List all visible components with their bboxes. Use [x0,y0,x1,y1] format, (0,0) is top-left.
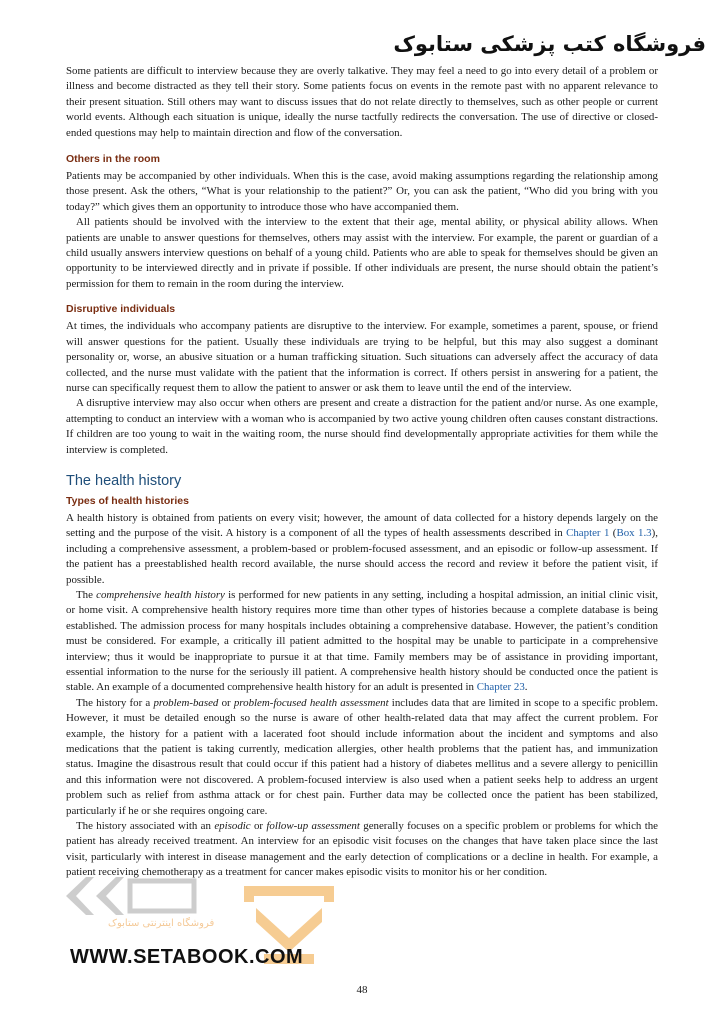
link-box-1-3[interactable]: Box 1.3 [616,527,652,540]
paragraph-comprehensive: The comprehensive health history is performed for new patients in any setting, including a hospital admission, an initial clinic visit, or home visit. A comprehensive health history requires more time than other types of histories because a complete database is being established. The admission process for many hospitals includes obtaining a comprehensive database. However, the patient’s condition must be considered. For example, a critically ill patient admitted to the hospital may be unable to participate in a comprehensive interview; thus it would be inappropriate to pursue it at that time. Family members may be of assistance in providing important, essential information to the nurse for the seriously ill patient. A comprehensive health history should be conducted once the patient is stable. An example of a documented comprehensive health history for an adult is presented in Chapter 23. [66,588,658,694]
heading-others-in-room: Others in the room [66,153,160,166]
paragraph-talkative: Some patients are difficult to interview because they are overly talkative. They may feel a need to go into every detail of a problem or illness and become distracted as they tell their story. Some patients focus on events in the remote past with no apparent relevance to their present situation. Still others may want to discuss issues that do not relate directly to themselves, such as other people or current world events. Although each situation is unique, ideally the nurse tactfully redirects the conversation. The use of directive or closed-ended questions may help to maintain direction and flow of the conversation. [66,65,658,139]
watermark-shop-title: فروشگاه کتب پزشکی ستابوک [393,32,706,56]
paragraph-disruptive-1: At times, the individuals who accompany patients are disruptive to the interview. For example, sometimes a parent, spouse, or friend will answer questions for the patient. Usually these individuals are trying to be helpful, but this may also suggest a dominant personality or, worse, an abusive situation or a human trafficking situation. Such situations can adversely affect the accuracy of data collected, and the nurse must validate with the patient that the information is correct. If others persist in answering for a patient, the nurse can specifically request them to allow the patient to answer or ask them to leave until the end of the interview. [66,320,658,394]
watermark-subtitle: فروشگاه اینترنتی ستابوک [108,918,215,929]
paragraph-others-2: All patients should be involved with the interview to the extent that their age, mental ability, or physical ability allows. When patients are unable to answer questions for themselves, others may assist with the interview. For example, the parent or guardian of a child usually answers interview questions on behalf of a young child. Patients who are able to speak for themselves should be given an opportunity to be interviewed directly and in private if possible. If other individuals are present, the nurse should obtain the patient’s permission for them to remain in the room during the interview. [66,216,658,290]
page-number: 48 [356,984,368,996]
paragraph-episodic: The history associated with an episodic or follow-up assessment generally focuses on a specific problem or problems for which the patient has already received treatment. An interview for an episodic visit focuses on the changes that have taken place since the last visit, particularly with interest in disease management and the early detection of complications or a decline in health. For example, a patient receiving chemotherapy as a treatment for cancer makes episodic visits to monitor his or her condition. [66,820,659,879]
section-title-health-history: The health history [66,472,182,489]
paragraph-types: A health history is obtained from patients on every visit; however, the amount of data collected for a history depends largely on the setting and the purpose of the visit. A history is a component of all the types of health assessments described in Chapter 1 (Box 1.3), including a comprehensive assessment, a problem-based or problem-focused assessment, and an episodic or follow-up assessment. If the patient has a preestablished health record available, the nurse should access the record and review it before the patient visit, if possible. [66,511,658,586]
watermark-arrows-icon [62,873,202,919]
watermark-url: WWW.SETABOOK.COM [70,946,304,968]
heading-disruptive-individuals: Disruptive individuals [66,303,176,316]
link-chapter-1[interactable]: Chapter 1 [566,527,610,540]
heading-types-of-histories: Types of health histories [66,494,189,507]
paragraph-others-1: Patients may be accompanied by other individuals. When this is the case, avoid making assumptions regarding the relationship among those present. Ask the others, “What is your relationship to the patient?” Or, you can ask the patient, “Who did you bring with you today?” which gives them an opportunity to introduce those who have accompanied them. [66,170,658,213]
paragraph-disruptive-2: A disruptive interview may also occur when others are present and create a distraction for the patient and/or nurse. As one example, attempting to conduct an interview with a woman who is accompanied by two active young children often causes constant distractions. If children are too young to wait in the waiting room, the nurse should find developmentally appropriate activities for them while the interview is completed. [66,397,658,456]
link-chapter-23[interactable]: Chapter 23 [476,681,525,694]
paragraph-problem-based: The history for a problem-based or problem-focused health assessment includes data that are limited in scope to a specific problem. However, it must be detailed enough so the nurse is aware of other health-related data that may affect the current problem. For example, the history for a patient with a lacerated foot should include information about the incident and symptoms and also medications that the patient is taking currently, medication allergies, other health problems that the patient has, and immunization status. Imagine the disastrous result that could occur if this patient had a history of diabetes mellitus and a severe allergy to penicillin and this information were not discovered. A problem-focused interview is also used when a patient seeks help to address an urgent problem such as relief from asthma attack or for chest pain. Further data may be collected once the patient has been stabilized, particularly if he or she requires ongoing care. [66,696,659,817]
page-content [66,64,658,881]
